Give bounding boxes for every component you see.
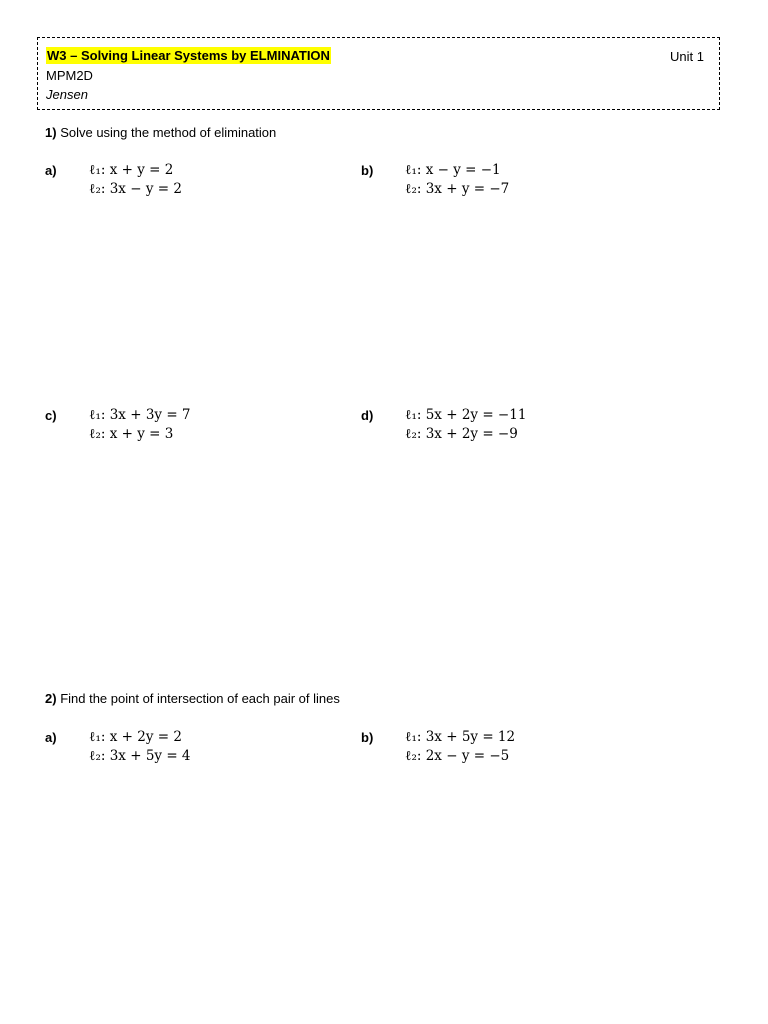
worksheet-header: [37, 37, 720, 110]
equation-line-2: ℓ₂: 3x + 2y = −9: [405, 426, 518, 442]
problem-1b: [361, 161, 661, 201]
unit-label: Unit 1: [670, 49, 704, 64]
question-text: Solve using the method of elimination: [60, 125, 277, 140]
equation-line-1: ℓ₁: x + y = 2: [89, 162, 174, 178]
equation-line-1: ℓ₁: 3x + 5y = 12: [405, 729, 516, 745]
problem-1c: [45, 406, 345, 446]
part-label: c): [45, 408, 57, 423]
equation-line-1: ℓ₁: x + 2y = 2: [89, 729, 182, 745]
equation-line-1: ℓ₁: 5x + 2y = −11: [405, 407, 527, 423]
equation-line-2: ℓ₂: 2x − y = −5: [405, 748, 510, 764]
part-label: a): [45, 730, 57, 745]
problem-2b: [361, 728, 661, 768]
problem-1d: [361, 406, 661, 446]
equation-line-1: ℓ₁: 3x + 3y = 7: [89, 407, 191, 423]
question-text: Find the point of intersection of each pair of lines: [60, 691, 340, 706]
equation-line-1: ℓ₁: x − y = −1: [405, 162, 501, 178]
part-label: b): [361, 730, 374, 745]
problem-1a: [45, 161, 345, 201]
equation-line-2: ℓ₂: 3x + y = −7: [405, 181, 510, 197]
question-1-prompt: [45, 124, 276, 141]
problem-2a: [45, 728, 345, 768]
question-number: 1): [45, 125, 57, 140]
question-number: 2): [45, 691, 57, 706]
part-label: b): [361, 163, 374, 178]
part-label: a): [45, 163, 57, 178]
teacher-name: Jensen: [46, 87, 88, 102]
question-2-prompt: [45, 690, 340, 707]
equation-line-2: ℓ₂: 3x + 5y = 4: [89, 748, 191, 764]
course-code: MPM2D: [46, 68, 93, 83]
equation-line-2: ℓ₂: x + y = 3: [89, 426, 174, 442]
worksheet-title: W3 – Solving Linear Systems by ELMINATION: [47, 48, 330, 63]
equation-line-2: ℓ₂: 3x − y = 2: [89, 181, 182, 197]
part-label: d): [361, 408, 374, 423]
